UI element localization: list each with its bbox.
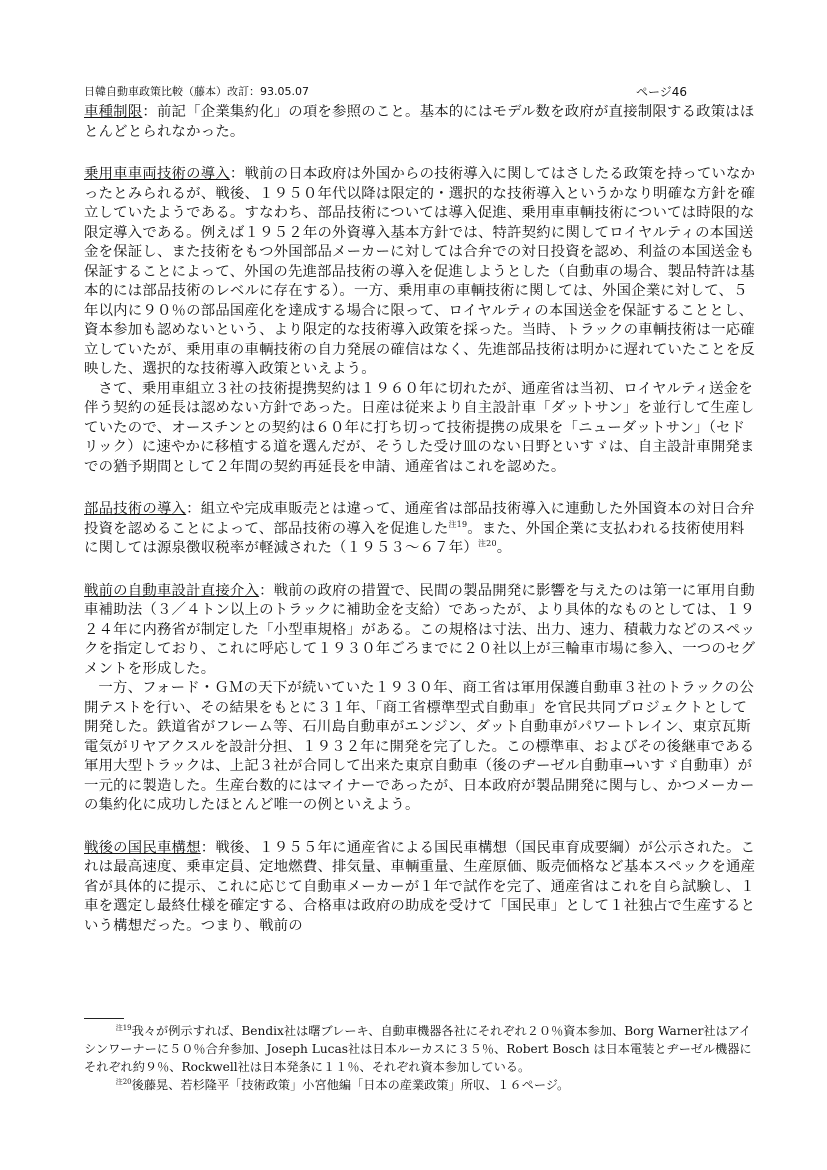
footnote-ref-20: 注20 bbox=[477, 539, 497, 548]
footnote-20 bbox=[84, 1076, 756, 1094]
paragraph-jouyousha bbox=[84, 165, 756, 380]
body-text bbox=[84, 103, 756, 936]
paragraph-buhin bbox=[84, 500, 756, 559]
text-buhin-b: 。また、外国企業に支払われる技術使用料に関しては源泉徴収税率が軽減された（１９５３～６７年） bbox=[84, 520, 745, 556]
text-senzen: ：戦前の政府の措置で、民間の製品開発に影響を与えたのは第一に軍用自動車補助法（３／４トン以上のトラックに補助金を支給）であったが、より具体的なものとしては、１９２４年に内務省が制定した「小型車規格」がある。この規格は寸法、出力、速力、積載力などのスペックを指定しており、これに呼応して１９３０年ごろまでに２０社以上が三輪車市場に参入、一つのセグメントを形成した。 bbox=[84, 582, 756, 677]
text-buhin: ：組立や完成車販売とは違って、通産省は部品技術導入に連動した外国資本の対日合弁投資を認めることによって、部品技術の導入を促進した bbox=[84, 501, 755, 537]
footnote-19 bbox=[84, 1022, 756, 1076]
text-buhin-c: 。 bbox=[496, 540, 512, 556]
paragraph-shashu bbox=[84, 103, 756, 142]
heading-shashu: 車種制限 bbox=[84, 104, 143, 120]
paragraph-jouyousha-2: さて、乗用車組立３社の技術提携契約は１９６０年に切れたが、通産省は当初、ロイヤルティ送金を伴う契約の延長は認めない方針であった。日産は従来より自主設計車「ダットサン」を並行して生産していたので、オースチンとの契約は６０年に打ち切って技術提携の成果を「ニューダットサン」（セドリック）に速やかに移植する道を選んだが、そうした受け皿のない日野といすゞは、自主設計車開発までの猶予期間として２年間の契約再延長を申請、通産省はこれを認めた。 bbox=[84, 380, 755, 475]
footnote-mark-19: 注19 bbox=[115, 1024, 132, 1032]
footnotes bbox=[84, 1022, 756, 1094]
footnote-divider bbox=[84, 1018, 124, 1019]
heading-jouyousha: 乗用車車両技術の導入 bbox=[84, 166, 230, 182]
text-jouyousha: ：戦前の日本政府は外国からの技術導入に関してはさしたる政策を持っていなかったとみられるが、戦後、１９５０年代以降は限定的・選択的な技術導入というかなり明確な方針を確立していたようである。すなわち、部品技術については導入促進、乗用車車輌技術については時限的な限定導入である。例えば１９５２年の外資導入基本方針では、特許契約に関してロイヤルティの本国送金を保証し、また技術をもつ外国部品メーカーに対しては合弁での対日投資を認め、利益の本国送金も保証することによって、外国の先進部品技術の導入を促進しようとした（自動車の場合、製品特許は基本的には部品技術のレベルに存在する）。一方、乗用車の車輌技術に関しては、外国企業に対して、５年以内に９０％の部品国産化を達成する場合に限って、ロイヤルティの本国送金を保証することとし、資本参加も認めないという、より限定的な技術導入政策を採った。当時、トラックの車輌技術は一応確立していたが、乗用車の車輌技術の自力発展の確信はなく、先進部品技術は明かに遅れていたことを反映した、選択的な技術導入政策といえよう。 bbox=[84, 166, 756, 377]
heading-kokumin: 戦後の国民車構想 bbox=[84, 839, 201, 856]
footnote-text-19: 我々が例示すれば、Bendix社は曙ブレーキ、自動車機器各社にそれぞれ２０％資本参加、Borg Warner社はアイシンワーナーに５０％合弁参加、Joseph Lucas社は日本ルーカスに３５％、Robert Bosch は日本電装とヂーゼル機器にそれぞれ約９％、Rockwell社は日本発条に１１％、それぞれ資本参加している。 bbox=[84, 1024, 752, 1074]
text-shashu: ：前記「企業集約化」の項を参照のこと。基本的にはモデル数を政府が直接制限する政策はほとんどとられなかった。 bbox=[84, 104, 755, 140]
running-header-title: 日韓自動車政策比較（藤本）改訂：93.05.07 bbox=[84, 85, 309, 98]
paragraph-senzen-2: 一方、フォード・ＧＭの天下が続いていた１９３０年、商工省は軍用保護自動車３社のトラックの公開テストを行い、その結果をもとに３１年、「商工省標準型式自動車」を官民共同プロジェクトとして開発した。鉄道省がフレーム等、石川島自動車がエンジン、ダット自動車がパワートレイン、東京瓦斯電気がリヤアクスルを設計分担、１９３２年に開発を完了した。この標準車、およびその後継車である軍用大型トラックは、上記３社が合同して出来た東京自動車（後のヂーゼル自動車→いすゞ自動車）が一元的に製造した。生産台数的にはマイナーであったが、日本政府が製品開発に関与し、かつメーカーの集約化に成功したほとんど唯一の例といえよう。 bbox=[84, 680, 755, 813]
heading-buhin: 部品技術の導入 bbox=[84, 501, 187, 517]
paragraph-kokumin bbox=[84, 839, 756, 937]
footnote-mark-20: 注20 bbox=[115, 1078, 132, 1086]
footnote-ref-19: 注19 bbox=[448, 519, 468, 529]
paragraph-senzen bbox=[84, 582, 756, 680]
text-kokumin: ：戦後、１９５５年に通産省による国民車構想（国民車育成要綱）が公示された。これは最高速度、乗車定員、定地燃費、排気量、車輌重量、生産原価、販売価格など基本スペックを通産省が具体的に提示、これに応じて自動車メーカーが１年で試作を完了、通産省はこれを自ら試験し、１車を選定し最終仕様を確定する、合格車は政府の助成を受けて「国民車」として１社独占で生産するという構想だった。つまり、戦前の bbox=[84, 839, 756, 934]
footnote-text-20: 後藤晃、若杉隆平「技術政策」小宮他編「日本の産業政策」所収、１６ページ。 bbox=[131, 1078, 570, 1092]
page-number: ページ46 bbox=[636, 85, 688, 99]
heading-senzen: 戦前の自動車設計直接介入 bbox=[84, 582, 260, 599]
